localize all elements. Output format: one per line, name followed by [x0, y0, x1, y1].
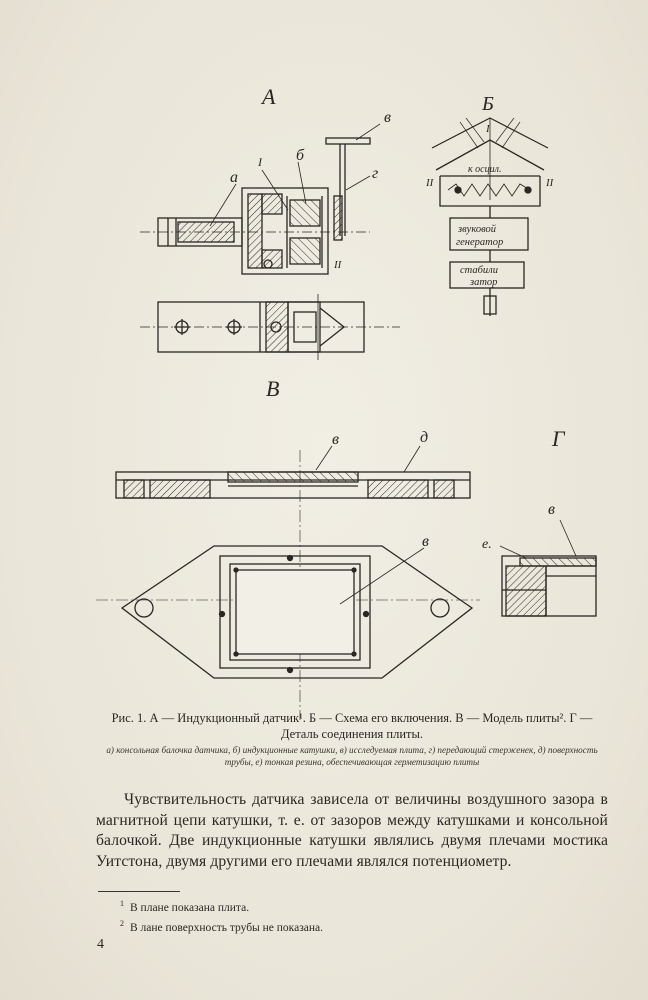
schema-stabilizer-label-1: стабили [460, 265, 498, 276]
label-figure-a: А [262, 84, 276, 109]
label-ii-schema: II [426, 177, 434, 189]
label-i-schema: I [486, 123, 490, 135]
footnote-1-mark: 1 [120, 899, 124, 908]
label-a-beam: а [230, 169, 238, 186]
figure-a-sensor-plan [140, 294, 400, 360]
footnote-1-text: В плане показана плита. [130, 901, 250, 914]
footnote-rule [98, 891, 180, 892]
body-paragraph: Чувствительность датчика зависела от величины воздушного зазора в магнитной цепи катушки, т. е. от зазоров между катушками и консольной балочкой. Две индукционные катушки являлись двумя плечами мостика Уитстона, двумя другими его плечами являлся потенциометр. [96, 791, 608, 870]
schema-generator-label-1: звуковой [458, 224, 496, 235]
label-b-coils: б [296, 147, 305, 164]
figure-a-sensor-section [140, 124, 380, 274]
footnote-1 [120, 896, 540, 916]
figure-g-joint-detail [500, 520, 596, 616]
label-v-plate-plan: в [422, 533, 429, 550]
schema-generator-label-2: генератор [456, 237, 504, 248]
figure-v-plate-plan [122, 546, 472, 678]
label-v-top: в [384, 109, 391, 126]
label-d-tube-surface: д [420, 429, 429, 446]
schema-stabilizer-label-2: затор [470, 277, 498, 288]
footnote-2 [120, 916, 540, 936]
label-ii-schema-right: II [546, 177, 554, 189]
footnotes [120, 896, 540, 936]
label-g-rod: г [372, 165, 379, 182]
label-figure-v: В [266, 376, 280, 401]
label-e-rubber: е. [482, 537, 492, 552]
footnote-2-mark: 2 [120, 918, 124, 928]
footnote-2-text: В лане поверхность трубы не показана. [130, 921, 323, 934]
label-v-plate-section: в [332, 431, 339, 448]
label-figure-g: Г [552, 426, 565, 451]
label-v-joint: в [548, 501, 555, 518]
label-ii-coil: II [334, 259, 342, 271]
label-i-coil: I [258, 155, 262, 169]
figure-legend: а) консольная балочка датчика, б) индукционные катушки, в) исследуемая плита, г) передающий стерженек, д) поверхность трубы, е) тонкая резина, обеспечивающая герметизацию плиты [106, 745, 598, 767]
schema-oscillograph-label: к осцил. [468, 164, 502, 175]
figure-caption: Рис. 1. А — Индукционный датчик¹. Б — Схема его включения. В — Модель плиты². Г — Деталь соединения плиты. [111, 711, 593, 741]
label-figure-b: Б [482, 93, 494, 115]
page-number: 4 [97, 937, 104, 952]
